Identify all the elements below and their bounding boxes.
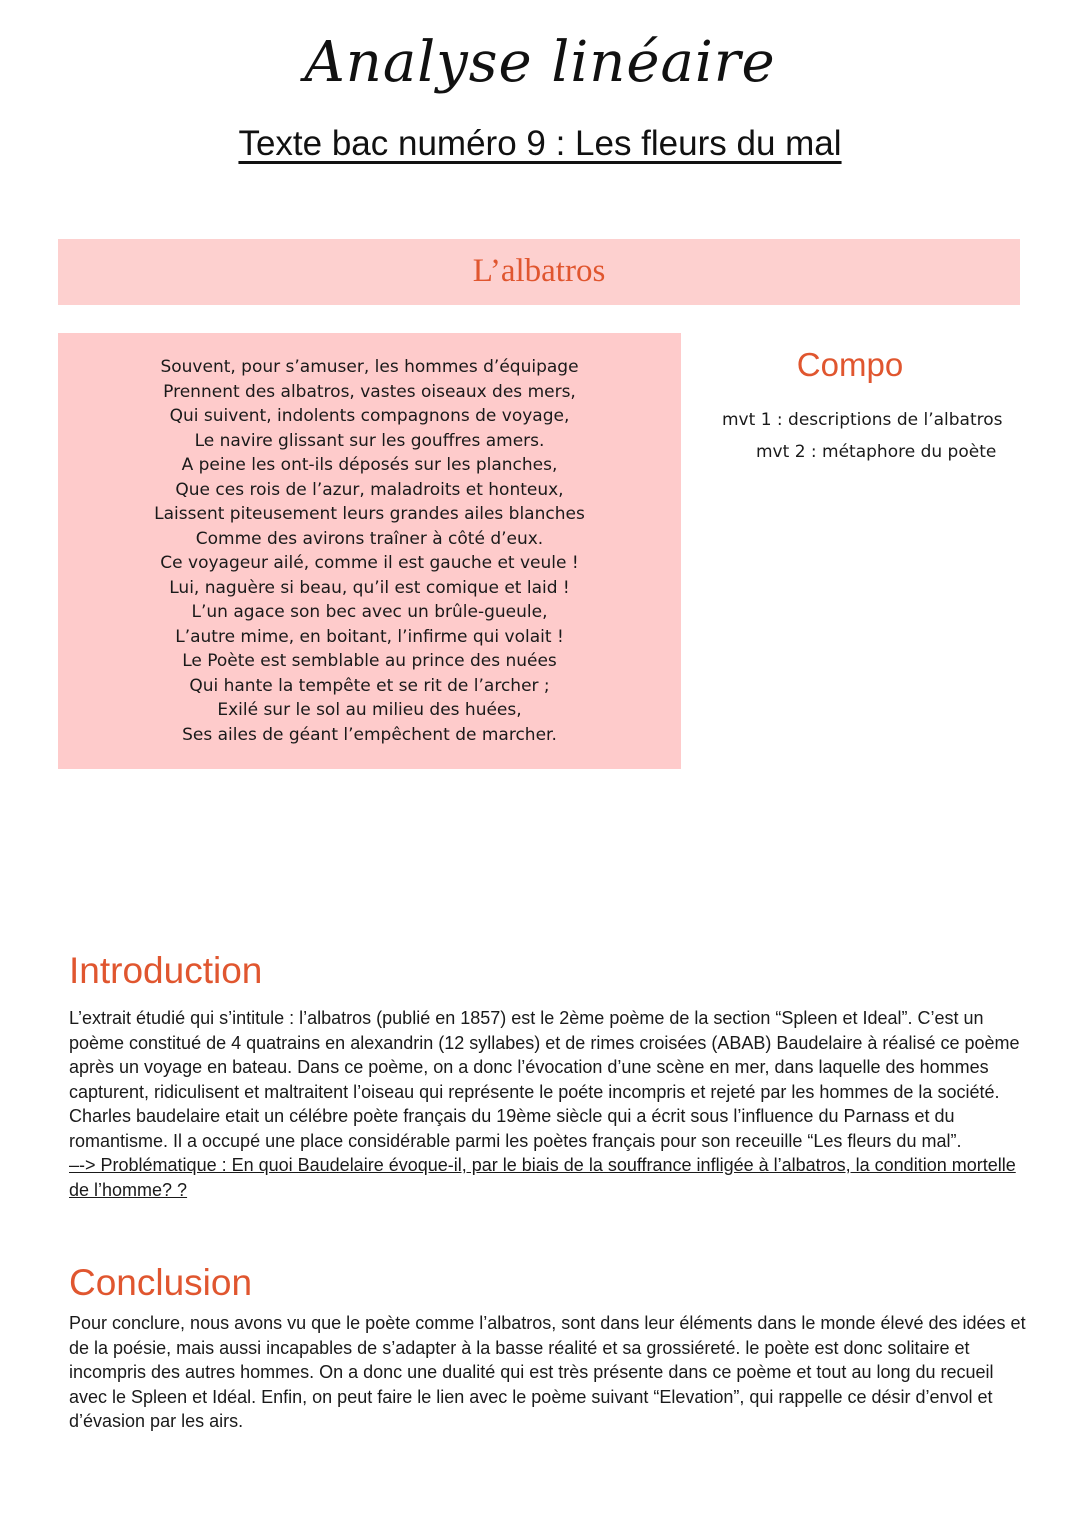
conclusion-text: Pour conclure, nous avons vu que le poète comme l’albatros, sont dans leur éléments dans le monde élevé des idées et de la poésie, mais aussi incapables de s’adapter à la basse réalité et sa grossiéreté. le poète est donc solitaire et incompris des autres hommes. On a donc une dualité qui est très présente dans ce poème et tout au long du recueil avec le Spleen et Idéal. Enfin, on peut faire le lien avec le poème suivant “Elevation”, qui rappelle ce désir d’envol et d’évasion par les airs.	[69, 1313, 1026, 1431]
introduction-body	[69, 1006, 1034, 1202]
page-subtitle: Texte bac numéro 9 : Les fleurs du mal	[238, 124, 842, 163]
poem-line: Prennent des albatros, vastes oiseaux des mers,	[163, 381, 576, 402]
poem-lines	[58, 355, 681, 747]
poem-line: Souvent, pour s’amuser, les hommes d’équipage	[160, 357, 579, 377]
poem-title: L’albatros	[472, 253, 606, 289]
poem-line: Comme des avirons traîner à côté d’eux.	[195, 528, 544, 549]
poem-line: A peine les ont-ils déposés sur les planches,	[181, 455, 558, 475]
poem-title-band	[58, 239, 1020, 305]
poem-line: Exilé sur le sol au milieu des huées,	[217, 700, 522, 720]
poem-line: Lui, naguère si beau, qu’il est comique et laid !	[169, 577, 570, 598]
problematique: –-> Problématique : En quoi Baudelaire évoque-il, par le biais de la souffrance infligée à l’albatros, la condition mortelle de l’homme? ?	[69, 1155, 1016, 1200]
poem-line: Le navire glissant sur les gouffres amers.	[194, 430, 545, 451]
poem-line: Ce voyageur ailé, comme il est gauche et veule !	[160, 553, 579, 573]
poem-line: Ses ailes de géant l’empêchent de marcher.	[182, 724, 557, 745]
introduction-text: L’extrait étudié qui s’intitule : l’albatros (publié en 1857) est le 2ème poème de la section “Spleen et Ideal”. C’est un poème constitué de 4 quatrains en alexandrin (12 syllabes) et de rimes croisées (ABAB) Baudelaire à réalisé ce poème après un voyage en bateau. Dans ce poème, on a donc l’évocation d’une scène en mer, dans laquelle des hommes capturent, ridiculisent et maltraitent l’oiseau qui représente le poéte incompris et rejeté par les hommes de la société. Charles baudelaire etait un célébre poète français du 19ème siècle qui a écrit sous l’influence du Parnass et du romantisme. Il a occupé une place considérable parmi les poètes français pour son receuille “Les fleurs du mal”.	[69, 1008, 1020, 1151]
page-title: Analyse linéaire	[304, 30, 776, 95]
poem-line: Le Poète est semblable au prince des nuées	[182, 651, 557, 671]
compo-heading: Compo	[796, 346, 904, 383]
conclusion-heading: Conclusion	[69, 1262, 253, 1303]
poem-line: Qui hante la tempête et se rit de l’archer ;	[189, 675, 550, 696]
movement-1: mvt 1 : descriptions de l’albatros	[722, 410, 1003, 430]
poem-line: Que ces rois de l’azur, maladroits et honteux,	[175, 479, 564, 500]
introduction-heading: Introduction	[69, 950, 263, 991]
poem-line: L’un agace son bec avec un brûle-gueule,	[191, 602, 548, 622]
poem-line: Qui suivent, indolents compagnons de voyage,	[169, 406, 570, 426]
poem-line: Laissent piteusement leurs grandes ailes blanches	[154, 504, 585, 524]
poem-line: L’autre mime, en boitant, l’infirme qui volait !	[175, 626, 564, 647]
movement-2: mvt 2 : métaphore du poète	[756, 442, 997, 462]
poem-box	[58, 333, 681, 769]
